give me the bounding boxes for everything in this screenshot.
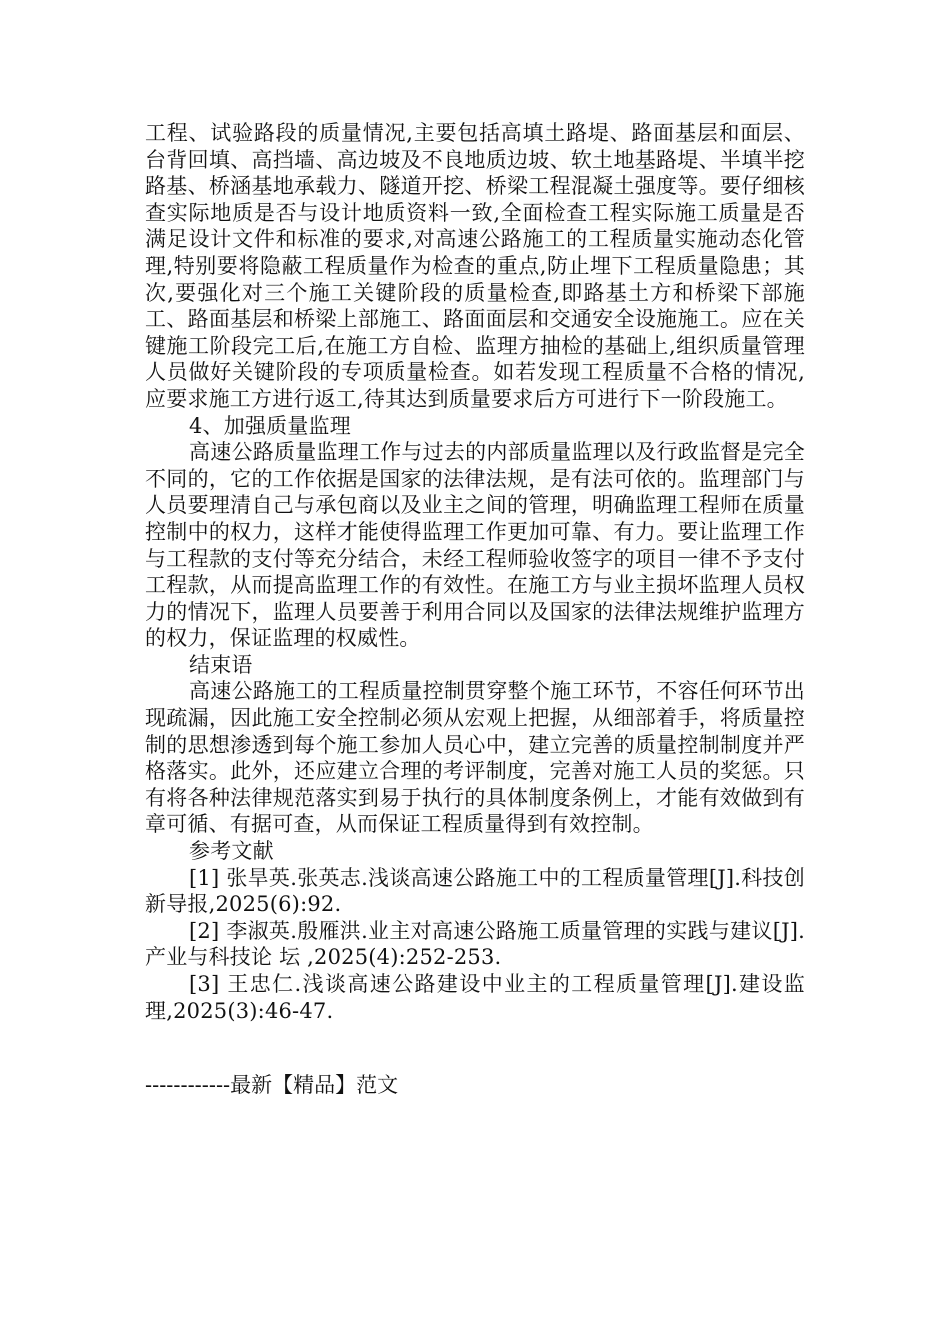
body-paragraph: 高速公路质量监理工作与过去的内部质量监理以及行政监督是完全不同的，它的工作依据是国家的法律法规，是有法可依的。监理部门与人员要理清自己与承包商以及业主之间的管理，明确监理工程师在质量控制中的权力，这样才能使得监理工作更加可靠、有力。要让监理工作与工程款的支付等充分结合，未经工程师验收签字的项目一律不予支付工程款，从而提高监理工作的有效性。在施工方与业主损坏监理人员权力的情况下，监理人员要善于利用合同以及国家的法律法规维护监理方的权力，保证监理的权威性。 <box>145 440 805 651</box>
page-footer: ------------最新【精品】范文 <box>145 1073 399 1097</box>
reference-item: [3] 王忠仁.浅谈高速公路建设中业主的工程质量管理[J].建设监理,2025(3):46-47. <box>145 972 805 1023</box>
body-paragraph: 工程、试验路段的质量情况,主要包括高填土路堤、路面基层和面层、台背回填、高挡墙、高边坡及不良地质边坡、软土地基路堤、半填半挖路基、桥涵基地承载力、隧道开挖、桥梁工程混凝土强度等。要仔细核查实际地质是否与设计地质资料一致,全面检查工程实际施工质量是否满足设计文件和标准的要求,对高速公路施工的工程质量实施动态化管理,特别要将隐蔽工程质量作为检查的重点,防止埋下工程质量隐患；其次,要强化对三个施工关键阶段的质量检查,即路基土方和桥梁下部施工、路面基层和桥梁上部施工、路面面层和交通安全设施施工。应在关键施工阶段完工后,在施工方自检、监理方抽检的基础上,组织质量管理人员做好关键阶段的专项质量检查。如若发现工程质量不合格的情况,应要求施工方进行返工,待其达到质量要求后方可进行下一阶段施工。 <box>145 121 805 411</box>
section-heading-references: 参考文献 <box>189 839 274 864</box>
document-body <box>145 120 805 1024</box>
section-heading-conclusion: 结束语 <box>189 652 253 677</box>
reference-item: [2] 李淑英.殷雁洪.业主对高速公路施工质量管理的实践与建议[J].产业与科技论 坛 ,2025(4):252-253. <box>145 918 805 970</box>
body-paragraph: 高速公路施工的工程质量控制贯穿整个施工环节，不容任何环节出现疏漏，因此施工安全控制必须从宏观上把握，从细部着手，将质量控制的思想渗透到每个施工参加人员心中，建立完善的质量控制制度并严格落实。此外，还应建立合理的考评制度，完善对施工人员的奖惩。只有将各种法律规范落实到易于执行的具体制度条例上，才能有效做到有章可循、有据可查，从而保证工程质量得到有效控制。 <box>145 679 805 837</box>
reference-item: [1] 张旱英.张英志.浅谈高速公路施工中的工程质量管理[J].科技创新导报,2025(6):92. <box>145 865 805 917</box>
section-heading-quality-supervision: 4、加强质量监理 <box>189 413 351 438</box>
